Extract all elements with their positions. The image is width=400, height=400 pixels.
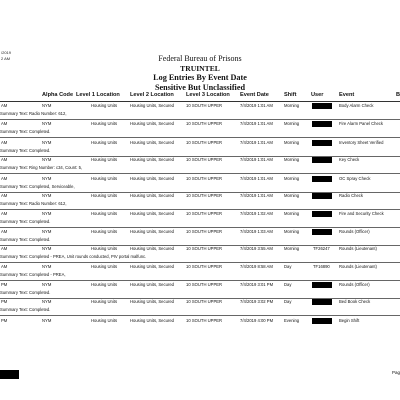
cell-l3: 10 SOUTH UPPER (186, 176, 223, 181)
cell-shift: Morning (284, 121, 300, 126)
cell-event: Radio Check (339, 193, 363, 198)
cell-l2: Housing Units, Secured (130, 157, 174, 162)
row-divider (0, 137, 400, 138)
row-summary: Summary Text: Completed. (0, 129, 51, 134)
footer-redaction (0, 370, 19, 379)
header-event-date: Event Date (240, 92, 269, 98)
header-event: Event (339, 92, 355, 98)
cell-l1: Housing Units (91, 246, 118, 251)
cell-alpha: NYM (42, 246, 52, 251)
header-shift: Shift (284, 92, 297, 98)
cell-l2: Housing Units, Secured (130, 211, 174, 216)
cell-time: AM (1, 103, 8, 108)
cell-l2: Housing Units, Secured (130, 282, 174, 287)
header-level2: Level 2 Location (130, 92, 174, 98)
cell-l3: 10 SOUTH UPPER (186, 318, 223, 323)
row-divider (0, 119, 400, 120)
cell-l1: Housing Units (91, 318, 118, 323)
cell-date: 7/4/2019 4:00 PM (240, 318, 274, 323)
cell-event: Fire Alarm Panel Check (339, 121, 383, 126)
cell-l1: Housing Units (91, 176, 118, 181)
cell-date: 7/4/2019 1:03 AM (240, 229, 273, 234)
cell-time: AM (1, 140, 8, 145)
page-number: Pag (391, 370, 400, 375)
cell-l1: Housing Units (91, 299, 118, 304)
cell-l2: Housing Units, Secured (130, 121, 174, 126)
cell-event: Fire and Security Check (339, 211, 384, 216)
cell-alpha: NYM (42, 140, 52, 145)
table-row (0, 299, 400, 307)
cell-alpha: NYM (42, 176, 52, 181)
cell-user (312, 140, 332, 146)
cell-date: 7/4/2019 1:01 AM (240, 157, 273, 162)
row-summary: Summary Text: Completed. (0, 237, 51, 242)
row-summary: Summary Text: Ring Number: c34, Count: 5, (0, 165, 83, 170)
header-level3: Level 3 Location (186, 92, 230, 98)
cell-l1: Housing Units (91, 229, 118, 234)
cell-alpha: NYM (42, 193, 52, 198)
cell-time: AM (1, 176, 8, 181)
cell-alpha: NYM (42, 299, 52, 304)
print-date: /2019 (1, 50, 12, 55)
row-summary: Summary Text: Completed - PREA, Unit rounds conducted, PIV portal malfunc. (0, 254, 147, 259)
cell-user (312, 282, 332, 288)
cell-alpha: NYM (42, 157, 52, 162)
cell-shift: Morning (284, 211, 300, 216)
header-extra: B (396, 92, 400, 98)
cell-event: Rounds (Lieutenant) (339, 246, 377, 251)
row-divider (0, 262, 400, 263)
table-row (0, 103, 400, 111)
cell-l2: Housing Units, Secured (130, 299, 174, 304)
report-title: Log Entries By Event Date (153, 73, 247, 82)
cell-time: PM (1, 299, 8, 304)
cell-l3: 10 SOUTH UPPER (186, 264, 223, 269)
row-summary: Summary Text: Completed. (0, 219, 51, 224)
cell-time: AM (1, 264, 8, 269)
cell-l3: 10 SOUTH UPPER (186, 157, 223, 162)
cell-l2: Housing Units, Secured (130, 318, 174, 323)
cell-shift: Day (284, 299, 292, 304)
cell-date: 7/4/2019 8:58 AM (240, 264, 273, 269)
cell-l1: Housing Units (91, 121, 118, 126)
agency-name: Federal Bureau of Prisons (158, 54, 242, 63)
cell-user (312, 211, 332, 217)
cell-l3: 10 SOUTH UPPER (186, 299, 223, 304)
cell-shift: Morning (284, 157, 300, 162)
cell-date: 7/4/2019 1:02 AM (240, 211, 273, 216)
table-row (0, 246, 400, 254)
cell-l3: 10 SOUTH UPPER (186, 211, 223, 216)
table-row (0, 318, 400, 326)
table-header (0, 92, 400, 101)
cell-event: Rounds (Officer) (339, 229, 370, 234)
row-summary: Summary Text: Radio Number: 612, (0, 111, 67, 116)
cell-l2: Housing Units, Secured (130, 246, 174, 251)
cell-l2: Housing Units, Secured (130, 229, 174, 234)
table-row (0, 140, 400, 148)
cell-date: 7/4/2019 1:01 AM (240, 176, 273, 181)
cell-time: AM (1, 193, 8, 198)
cell-time: AM (1, 157, 8, 162)
cell-user: TF16890 (313, 264, 330, 269)
cell-l1: Housing Units (91, 103, 118, 108)
cell-event: Key Check (339, 157, 360, 162)
cell-shift: Morning (284, 193, 300, 198)
row-divider (0, 280, 400, 281)
cell-time: AM (1, 211, 8, 216)
row-summary: Summary Text: Radio Number: 612, (0, 201, 67, 206)
report-header (0, 54, 400, 92)
row-summary: Summary Text: Completed. (0, 290, 51, 295)
cell-user (312, 193, 332, 199)
cell-shift: Morning (284, 176, 300, 181)
cell-date: 7/4/2019 1:01 AM (240, 140, 273, 145)
cell-shift: Day (284, 282, 292, 287)
table-row (0, 211, 400, 219)
row-divider (0, 209, 400, 210)
cell-l2: Housing Units, Secured (130, 140, 174, 145)
cell-l3: 10 SOUTH UPPER (186, 121, 223, 126)
row-summary: Summary Text: Completed. (0, 148, 51, 153)
cell-l3: 10 SOUTH UPPER (186, 140, 223, 145)
cell-l3: 10 SOUTH UPPER (186, 246, 223, 251)
row-divider (0, 227, 400, 228)
cell-alpha: NYM (42, 282, 52, 287)
table-row (0, 157, 400, 165)
cell-shift: Day (284, 264, 292, 269)
cell-date: 7/4/2019 1:01 AM (240, 121, 273, 126)
cell-l1: Housing Units (91, 282, 118, 287)
cell-event: Inventory Sheet Verified (339, 140, 384, 145)
cell-l3: 10 SOUTH UPPER (186, 229, 223, 234)
cell-alpha: NYM (42, 318, 52, 323)
cell-l2: Housing Units, Secured (130, 193, 174, 198)
cell-user (312, 299, 332, 305)
cell-l2: Housing Units, Secured (130, 264, 174, 269)
table-row (0, 193, 400, 201)
cell-user (312, 103, 332, 109)
cell-event: Rounds (Officer) (339, 282, 370, 287)
row-divider (0, 315, 400, 316)
cell-alpha: NYM (42, 121, 52, 126)
cell-l1: Housing Units (91, 264, 118, 269)
header-level1: Level 1 Location (76, 92, 120, 98)
cell-shift: Morning (284, 229, 300, 234)
table-row (0, 229, 400, 237)
cell-l2: Housing Units, Secured (130, 103, 174, 108)
cell-alpha: NYM (42, 229, 52, 234)
cell-time: PM (1, 282, 8, 287)
table-row (0, 264, 400, 272)
header-alpha-code: Alpha Code (42, 92, 74, 98)
cell-date: 7/4/2019 3:01 PM (240, 282, 274, 287)
cell-event: Bed Book Check (339, 299, 371, 304)
facility-name: TRUINTEL (180, 63, 220, 73)
header-rule (0, 101, 400, 102)
cell-alpha: NYM (42, 103, 52, 108)
cell-date: 7/4/2019 3:55 AM (240, 246, 273, 251)
cell-l3: 10 SOUTH UPPER (186, 103, 223, 108)
cell-shift: Morning (284, 103, 300, 108)
header-user: User (311, 92, 324, 98)
cell-user (312, 157, 332, 163)
cell-shift: Morning (284, 140, 300, 145)
cell-event: Begin Shift (339, 318, 360, 323)
cell-shift: Evening (284, 318, 300, 323)
cell-time: AM (1, 246, 8, 251)
cell-l3: 10 SOUTH UPPER (186, 193, 223, 198)
cell-shift: Morning (284, 246, 300, 251)
print-time: 2 AM (1, 56, 11, 61)
cell-l3: 10 SOUTH UPPER (186, 282, 223, 287)
cell-user (312, 318, 332, 324)
row-divider (0, 173, 400, 174)
cell-l1: Housing Units (91, 140, 118, 145)
row-summary: Summary Text: Completed, Serviceable, (0, 184, 75, 189)
cell-l1: Housing Units (91, 211, 118, 216)
cell-date: 7/4/2019 3:02 PM (240, 299, 274, 304)
cell-user (312, 176, 332, 182)
cell-time: AM (1, 121, 8, 126)
table-row (0, 282, 400, 290)
cell-event: Body Alarm Check (339, 103, 374, 108)
cell-l1: Housing Units (91, 157, 118, 162)
cell-event: Rounds (Lieutenant) (339, 264, 377, 269)
cell-date: 7/4/2019 1:01 AM (240, 103, 273, 108)
row-summary: Summary Text: Completed. (0, 307, 51, 312)
cell-time: AM (1, 229, 8, 234)
cell-alpha: NYM (42, 264, 52, 269)
cell-user: TF26247 (313, 246, 330, 251)
cell-time: PM (1, 318, 8, 323)
classification-label: Sensitive But Unclassified (154, 82, 246, 92)
cell-user (312, 229, 332, 235)
cell-l1: Housing Units (91, 193, 118, 198)
row-summary: Summary Text: Completed - PREA, (0, 272, 66, 277)
table-row (0, 176, 400, 184)
cell-l2: Housing Units, Secured (130, 176, 174, 181)
cell-date: 7/4/2019 1:01 AM (240, 193, 273, 198)
cell-alpha: NYM (42, 211, 52, 216)
table-row (0, 121, 400, 129)
cell-event: OC Spray Check (339, 176, 371, 181)
cell-user (312, 121, 332, 127)
